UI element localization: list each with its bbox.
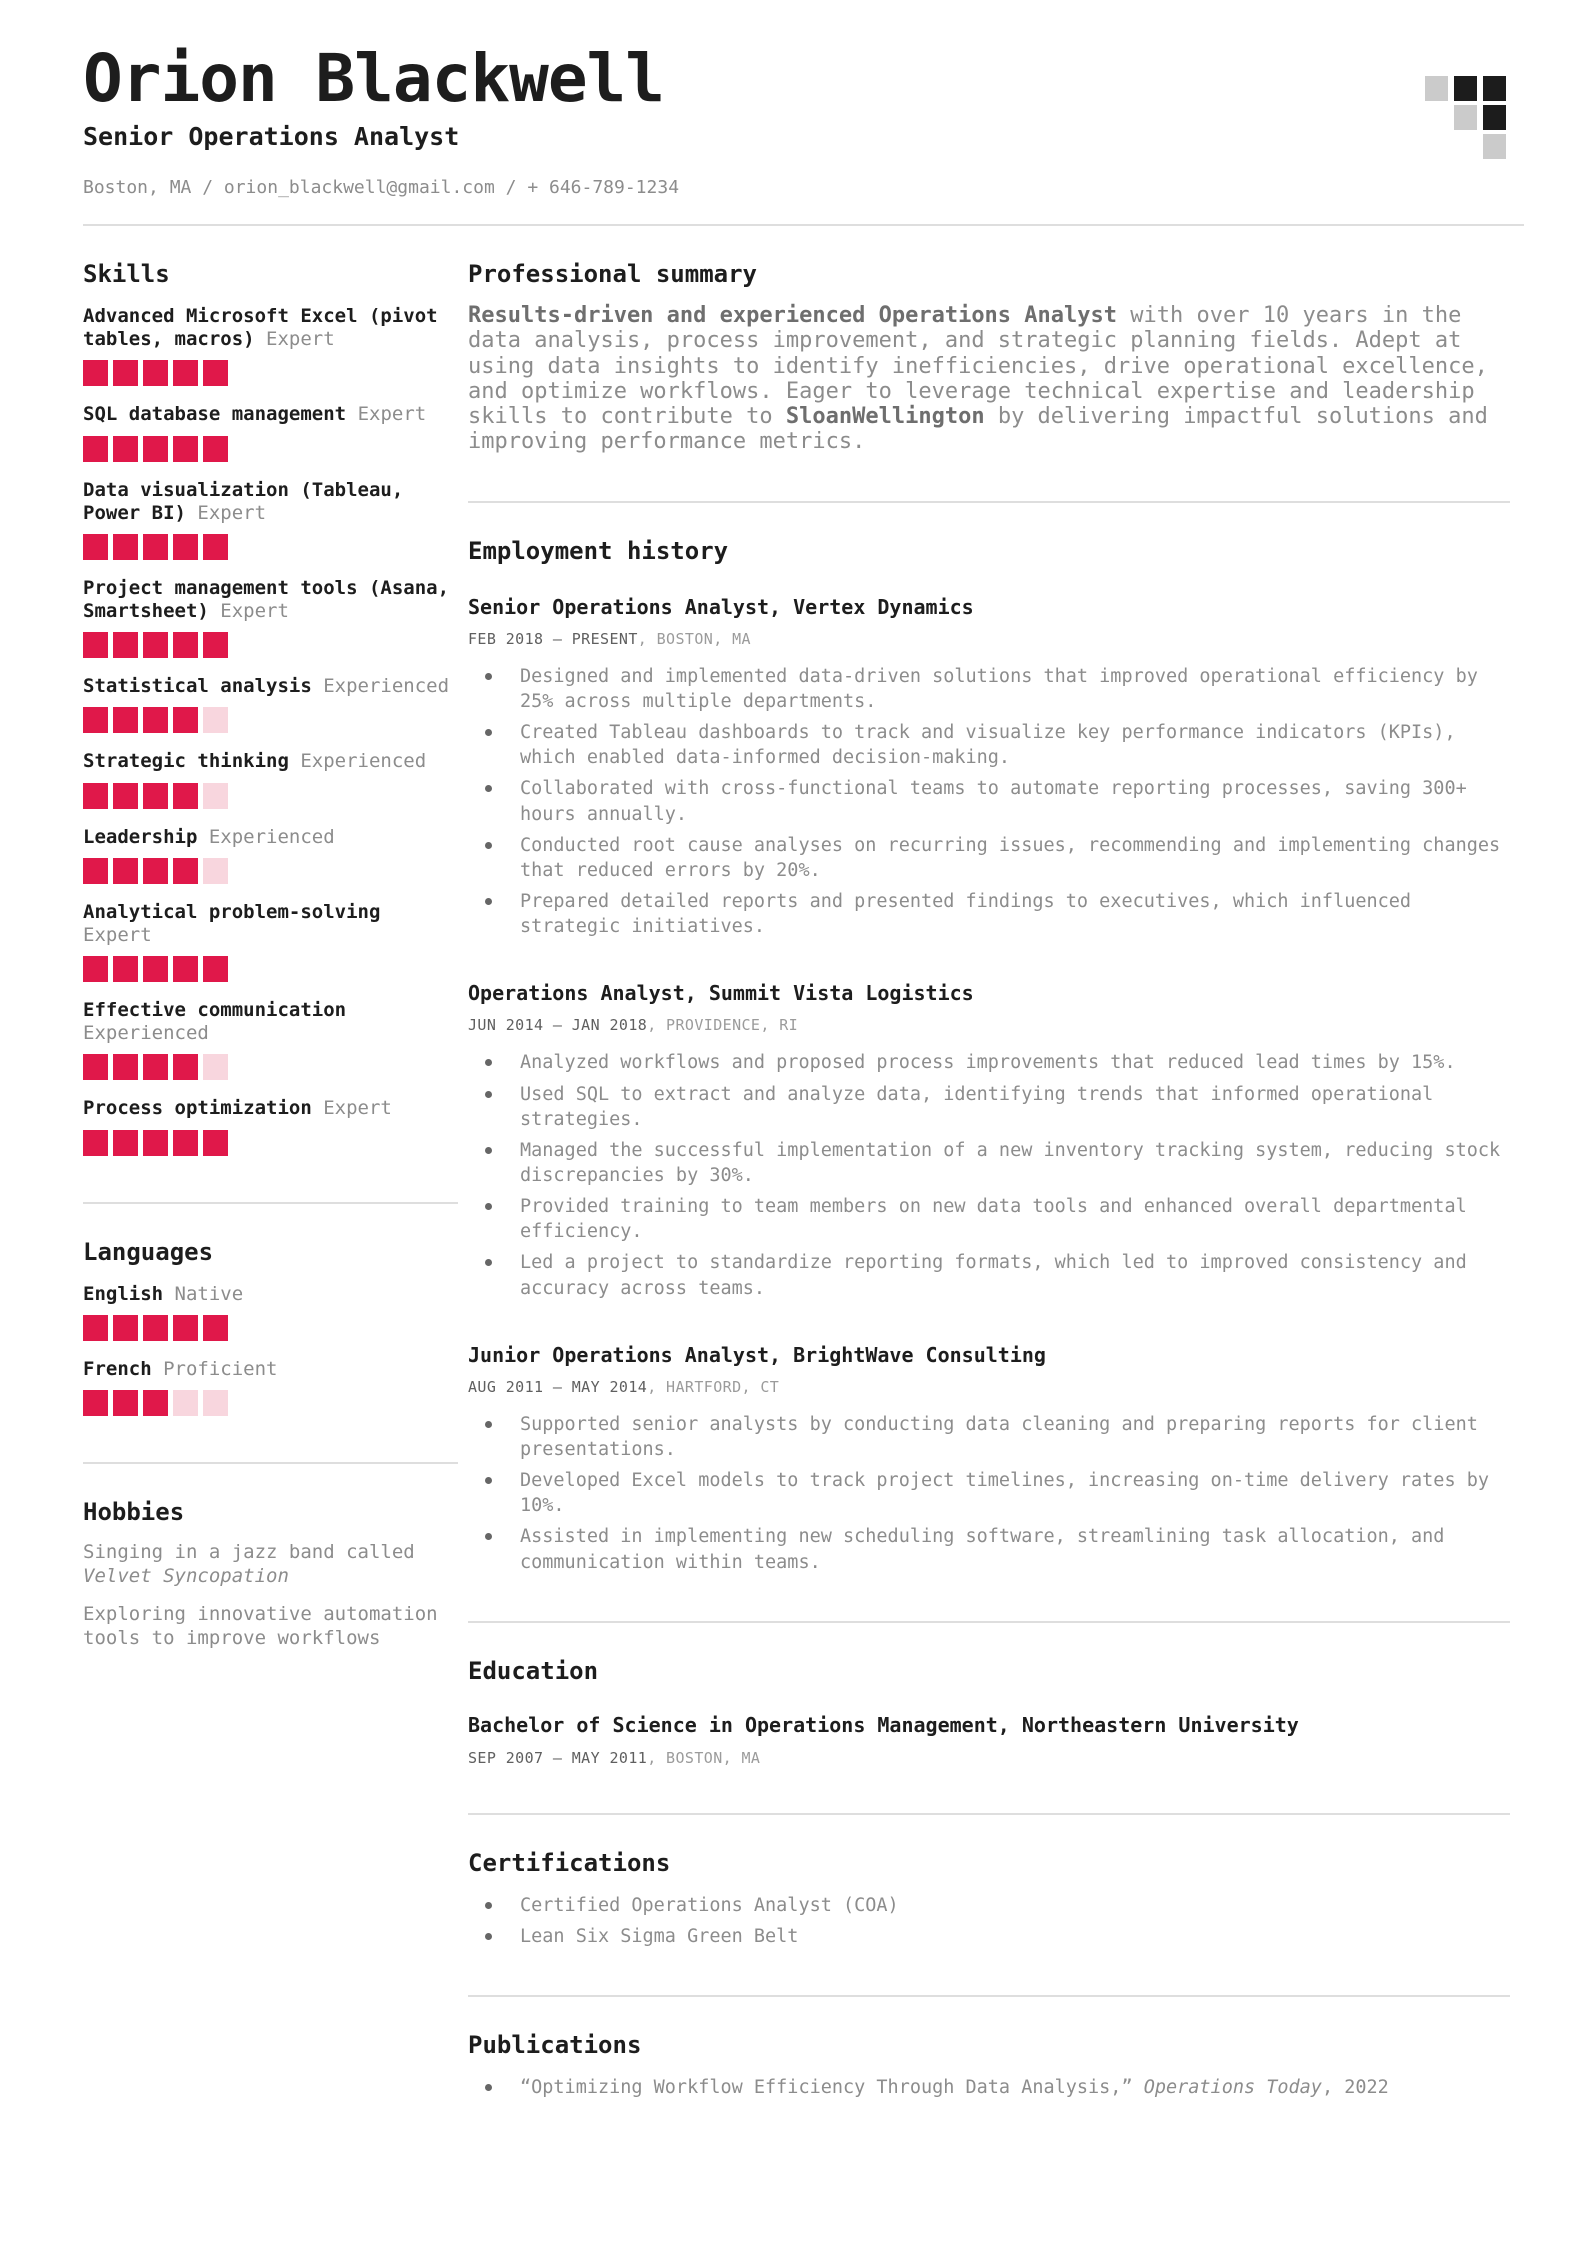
rating-square-filled <box>83 1054 108 1080</box>
rating-square-filled <box>143 1390 168 1416</box>
skill-name: Statistical analysis <box>83 675 312 698</box>
publications-list <box>468 2075 1510 2100</box>
rating-square-filled <box>143 707 168 733</box>
education-location: , BOSTON, MA <box>647 1748 761 1767</box>
job-bullet: Used SQL to extract and analyze data, identifying trends that informed operational strategies. <box>468 1082 1510 1132</box>
skill-level: Proficient <box>163 1357 278 1380</box>
hobbies-list <box>83 1541 458 1651</box>
job-bullet: Managed the successful implementation of a new inventory tracking system, reducing stock discrepancies by 30%. <box>468 1138 1510 1188</box>
rating-square-filled <box>203 436 228 462</box>
rating-square-filled <box>83 1315 108 1341</box>
rating-square-filled <box>143 1054 168 1080</box>
job-bullet: Assisted in implementing new scheduling software, streamlining task allocation, and communication within teams. <box>468 1524 1510 1574</box>
skill-line <box>83 1097 458 1120</box>
certification-item: Lean Six Sigma Green Belt <box>468 1924 1510 1949</box>
rating-square-filled <box>203 1130 228 1156</box>
skill-level: Expert <box>357 403 427 426</box>
job-location: , BOSTON, MA <box>637 629 751 648</box>
rating-square-filled <box>143 1130 168 1156</box>
skill-level: Experienced <box>300 750 427 773</box>
logo-cell-dark <box>1454 76 1477 101</box>
person-name: Orion Blackwell <box>83 40 665 117</box>
rating-square-filled <box>143 632 168 658</box>
skill-name: Strategic thinking <box>83 750 289 773</box>
logo-cell-empty <box>1454 134 1477 159</box>
rating-square-filled <box>173 1130 198 1156</box>
skill-item <box>83 750 458 808</box>
publication-item: “Optimizing Workflow Efficiency Through Data Analysis,” Operations Today, 2022 <box>468 2075 1510 2100</box>
job-bullet: Provided training to team members on new data tools and enhanced overall departmental efficiency. <box>468 1194 1510 1244</box>
rating-square-filled <box>143 534 168 560</box>
rating-square-filled <box>203 534 228 560</box>
rating-square-filled <box>143 1315 168 1341</box>
degree-title: Bachelor of Science in Operations Management, Northeastern University <box>468 1712 1299 1737</box>
job-role: Operations Analyst, Summit Vista Logistics <box>468 981 974 1006</box>
rating-square-filled <box>173 956 198 982</box>
skill-item <box>83 403 458 461</box>
skill-rating <box>83 1130 458 1156</box>
person-job-title: Senior Operations Analyst <box>83 122 460 151</box>
job-bullets <box>468 1050 1510 1300</box>
section-divider <box>468 501 1510 503</box>
rating-square-filled <box>173 534 198 560</box>
rating-square-filled <box>173 360 198 386</box>
rating-square-filled <box>113 1315 138 1341</box>
job-dates: FEB 2018 – PRESENT <box>468 629 638 648</box>
rating-square-filled <box>83 1390 108 1416</box>
skill-name: Effective communication <box>83 999 347 1022</box>
certifications-heading: Certifications <box>468 1848 671 1877</box>
job-location: , PROVIDENCE, RI <box>647 1016 799 1035</box>
skill-name: Leadership <box>83 825 198 848</box>
rating-square-filled <box>113 534 138 560</box>
rating-square-empty <box>203 1054 228 1080</box>
job-bullet: Developed Excel models to track project timelines, increasing on-time delivery rates by 10%. <box>468 1468 1510 1518</box>
education-dateline <box>468 1749 1510 1767</box>
rating-square-filled <box>83 956 108 982</box>
skill-item <box>83 901 458 982</box>
rating-square-filled <box>203 360 228 386</box>
skill-name: Process optimization <box>83 1097 312 1120</box>
sidebar-divider <box>83 1202 458 1204</box>
job-dateline <box>468 1378 1510 1396</box>
rating-square-filled <box>113 632 138 658</box>
rating-square-filled <box>143 858 168 884</box>
job-dates: JUN 2014 – JAN 2018 <box>468 1016 648 1035</box>
job-dateline <box>468 1016 1510 1034</box>
skill-rating <box>83 956 458 982</box>
rating-square-filled <box>173 858 198 884</box>
rating-square-filled <box>113 360 138 386</box>
skill-line <box>83 577 458 623</box>
rating-square-empty <box>173 1390 198 1416</box>
job-location: , HARTFORD, CT <box>647 1377 780 1396</box>
rating-square-filled <box>203 632 228 658</box>
skill-line <box>83 826 458 849</box>
hobby-item: Singing in a jazz band called Velvet Syncopation <box>83 1540 415 1587</box>
rating-square-empty <box>203 858 228 884</box>
job-bullet: Led a project to standardize reporting formats, which led to improved consistency and accuracy across teams. <box>468 1250 1510 1300</box>
rating-square-filled <box>83 436 108 462</box>
summary-lead-bold: Results-driven and experienced Operations Analyst <box>468 303 1118 328</box>
skill-level: Expert <box>220 600 289 623</box>
rating-square-filled <box>83 360 108 386</box>
content-columns <box>83 226 1588 2100</box>
job-bullet: Created Tableau dashboards to track and visualize key performance indicators (KPIs), which enabled data-informed decision-making. <box>468 720 1510 770</box>
skill-item <box>83 1283 458 1341</box>
section-divider <box>468 1621 1510 1623</box>
job-bullet: Supported senior analysts by conducting data cleaning and preparing reports for client presentations. <box>468 1412 1510 1462</box>
jobs-list <box>468 595 1510 1575</box>
skill-level: Experienced <box>208 825 335 848</box>
summary-company-bold: SloanWellington <box>785 404 985 430</box>
rating-square-filled <box>113 956 138 982</box>
logo-cell-gray <box>1454 105 1477 130</box>
rating-square-filled <box>113 1054 138 1080</box>
rating-square-empty <box>203 1390 228 1416</box>
skill-level: Native <box>174 1282 244 1305</box>
skill-rating <box>83 436 458 462</box>
rating-square-filled <box>173 632 198 658</box>
skill-level: Expert <box>323 1097 392 1120</box>
rating-square-filled <box>113 707 138 733</box>
skill-rating <box>83 360 458 386</box>
sidebar-divider <box>83 1462 458 1464</box>
logo-cell-empty <box>1425 134 1448 159</box>
job-bullet: Analyzed workflows and proposed process improvements that reduced lead times by 15%. <box>468 1050 1510 1075</box>
skill-line <box>83 1283 458 1306</box>
skill-rating <box>83 1315 458 1341</box>
skill-rating <box>83 632 458 658</box>
logo-cell-dark <box>1483 105 1506 130</box>
job-bullet: Prepared detailed reports and presented findings to executives, which influenced strategic initiatives. <box>468 889 1510 939</box>
main-column <box>468 226 1510 2100</box>
education-heading: Education <box>468 1656 599 1685</box>
skill-name: SQL database management <box>83 403 347 426</box>
skill-item <box>83 305 458 386</box>
sidebar <box>83 226 458 1651</box>
rating-square-filled <box>83 783 108 809</box>
logo-cell-dark <box>1483 76 1506 101</box>
skill-level: Experienced <box>323 675 450 698</box>
certifications-list <box>468 1893 1510 1949</box>
skill-item <box>83 1097 458 1155</box>
rating-square-filled <box>113 1130 138 1156</box>
rating-square-empty <box>203 783 228 809</box>
job-entry <box>468 595 1510 940</box>
employment-heading: Employment history <box>468 536 729 565</box>
summary-heading: Professional summary <box>468 260 757 288</box>
header <box>83 40 1588 198</box>
rating-square-filled <box>173 1315 198 1341</box>
rating-square-filled <box>113 1390 138 1416</box>
skill-name: French <box>83 1357 152 1380</box>
skill-rating <box>83 1390 458 1416</box>
languages-list <box>83 1283 458 1416</box>
skill-line <box>83 1358 458 1381</box>
rating-square-filled <box>83 1130 108 1156</box>
skill-rating <box>83 858 458 884</box>
rating-square-empty <box>203 707 228 733</box>
job-dateline <box>468 630 1510 648</box>
skill-name: Data visualization (Tableau, Power BI) <box>83 478 404 524</box>
skill-level: Experienced <box>83 1022 209 1045</box>
skill-level: Expert <box>83 923 152 946</box>
publications-heading: Publications <box>468 2031 642 2059</box>
hobby-item: Exploring innovative automation tools to improve workflows <box>83 1603 438 1650</box>
skill-name: Analytical problem-solving <box>83 900 381 923</box>
skill-line <box>83 675 458 698</box>
job-role: Senior Operations Analyst, Vertex Dynamics <box>468 594 974 619</box>
rating-square-filled <box>173 707 198 733</box>
section-divider <box>468 1995 1510 1997</box>
skill-level: Expert <box>266 328 335 351</box>
languages-heading: Languages <box>83 1237 214 1266</box>
skill-name: English <box>83 1282 164 1305</box>
job-role: Junior Operations Analyst, BrightWave Consulting <box>468 1342 1046 1367</box>
skill-rating <box>83 534 458 560</box>
skill-line <box>83 403 458 426</box>
skill-rating <box>83 783 458 809</box>
rating-square-filled <box>143 783 168 809</box>
skill-level: Expert <box>197 501 267 524</box>
rating-square-filled <box>173 1054 198 1080</box>
skill-item <box>83 577 458 658</box>
skills-heading: Skills <box>83 260 170 288</box>
rating-square-filled <box>83 632 108 658</box>
rating-square-filled <box>113 436 138 462</box>
education-dates: SEP 2007 – MAY 2011 <box>468 1748 648 1767</box>
rating-square-filled <box>173 783 198 809</box>
contact-line: Boston, MA / orion_blackwell@gmail.com / + 646-789-1234 <box>83 177 680 198</box>
rating-square-filled <box>173 436 198 462</box>
skill-line <box>83 999 458 1045</box>
skill-name: Advanced Microsoft Excel (pivot tables, macros) <box>83 305 438 351</box>
logo-cell-gray <box>1425 76 1448 101</box>
section-divider <box>468 1813 1510 1815</box>
skill-item <box>83 479 458 560</box>
job-dates: AUG 2011 – MAY 2014 <box>468 1377 648 1396</box>
skill-rating <box>83 1054 458 1080</box>
rating-square-filled <box>113 858 138 884</box>
certification-item: Certified Operations Analyst (COA) <box>468 1893 1510 1918</box>
skill-item <box>83 1358 458 1416</box>
summary-mid: with over 10 years in the data analysis, process improvement, and strategic planning fields. Adept at using data insights to identify inefficiencies, drive operational excellence, and optimize workflows. Eager to leverage technical expertise and leadership skills to contribute to <box>468 303 1488 430</box>
summary-text <box>468 303 1510 455</box>
skill-line <box>83 479 458 525</box>
logo-cell-empty <box>1425 105 1448 130</box>
logo-cell-gray <box>1483 134 1506 159</box>
job-bullets <box>468 664 1510 940</box>
skill-rating <box>83 707 458 733</box>
logo <box>1425 76 1506 159</box>
rating-square-filled <box>83 707 108 733</box>
skill-name: Project management tools (Asana, Smartsheet) <box>83 576 450 623</box>
rating-square-filled <box>143 436 168 462</box>
skills-list <box>83 305 458 1156</box>
job-bullet: Collaborated with cross-functional teams to automate reporting processes, saving 300+ hours annually. <box>468 776 1510 826</box>
skill-line <box>83 750 458 773</box>
skill-line <box>83 305 458 351</box>
rating-square-filled <box>113 783 138 809</box>
skill-item <box>83 999 458 1080</box>
rating-square-filled <box>203 956 228 982</box>
skill-item <box>83 826 458 884</box>
skill-line <box>83 901 458 947</box>
rating-square-filled <box>143 360 168 386</box>
rating-square-filled <box>83 534 108 560</box>
job-bullet: Designed and implemented data-driven solutions that improved operational efficiency by 25% across multiple departments. <box>468 664 1510 714</box>
job-entry <box>468 981 1510 1300</box>
job-bullet: Conducted root cause analyses on recurring issues, recommending and implementing changes that reduced errors by 20%. <box>468 833 1510 883</box>
job-entry <box>468 1343 1510 1575</box>
job-bullets <box>468 1412 1510 1575</box>
rating-square-filled <box>203 1315 228 1341</box>
skill-item <box>83 675 458 733</box>
rating-square-filled <box>143 956 168 982</box>
summary-end: by delivering impactful solutions and improving performance metrics. <box>468 404 1488 455</box>
rating-square-filled <box>83 858 108 884</box>
hobbies-heading: Hobbies <box>83 1497 185 1526</box>
